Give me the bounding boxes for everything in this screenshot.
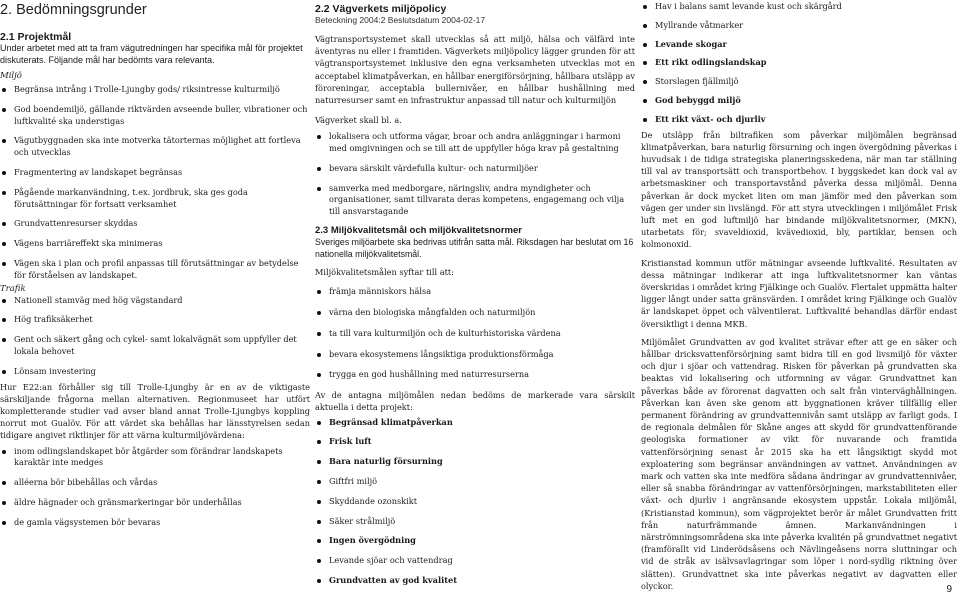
luftkvalite-paragraph: Kristianstad kommun utför mätningar avseende luftkvalité. Resultaten av dessa mätningar indikerar att inga luftkvalitetsnormer kan väntas överskridas i området kring Fjälkinge och Gualöv. Flertalet uppmätta halter ligger långt under satta gränsvärden. I området kring Fjälkinge och Gualöv är landskapet öppet och välventilerat. Luftkvalité behandlas därför endast översiktligt i denna MKB. (641, 257, 957, 329)
list-item: Vägens barriäreffekt ska minimeras (0, 238, 310, 250)
policy-paragraph: Vägtransportsystemet skall utvecklas så att miljö, hälsa och välfärd inte äventyras nu eller i framtiden. Vägverkets miljöpolicy lägger grunden för att vägtransportsystemet inklusive den egna verksamheten utvecklas mot en acceptabel klimatpåverkan, en hållbar energiförsörjning, hållbara utsläpp av föroreningar, acceptabla bullernivåer, en hållbar hushållning med naturresurser samt en infrastruktur anpassad till natur och kulturmiljön (315, 34, 635, 106)
list-item: de gamla vägsystemen bör bevaras (0, 517, 310, 529)
list-item: Säker strålmiljö (315, 516, 635, 528)
list-item: ta till vara kulturmiljön och de kulturhistoriska värdena (315, 328, 635, 340)
list-item: inom odlingslandskapet bör åtgärder som förändrar landskapets karaktär inte medges (0, 446, 310, 470)
list-item: Vägutbyggnaden ska inte motverka tätorternas möjlighet att fortleva och utvecklas (0, 135, 310, 159)
e22-paragraph: Hur E22:an förhåller sig till Trolle-Ljungby är en av de viktigaste särskiljande frågorna mellan alternativen. Regionmuseet har utfört kompletterande studier vad avser bland annat Trolle-Ljungbys koppling norrut mot Gualöv. För att värdet ska behållas har länsstyrelsen sedan tidigare angivet riktlinjer för att värna kulturmiljövärdena: (0, 381, 310, 441)
list-item: Lönsam investering (0, 366, 310, 378)
trafik-label: Trafik (0, 283, 26, 294)
mkm-syftar: Miljökvalitetsmålen syftar till att: (315, 267, 454, 277)
mkm-list (315, 286, 635, 381)
list-item: Gent och säkert gång och cykel- samt lokalvägnät som uppfyller det lokala behovet (0, 334, 310, 358)
list-item: God boendemiljö, gällande riktvärden avseende buller, vibrationer och luftkvalité ska understigas (0, 104, 310, 128)
trafik-list (0, 295, 310, 378)
list-item: Hav i balans samt levande kust och skärgård (641, 1, 957, 13)
page-number: 9 (946, 584, 952, 595)
list-item: Fragmentering av landskapet begränsas (0, 167, 310, 179)
column-middle (315, 0, 635, 587)
list-item: främja människors hälsa (315, 286, 635, 298)
column-left (0, 0, 310, 529)
list-item: värna den biologiska mångfalden och naturmiljön (315, 307, 635, 319)
list-item: trygga en god hushållning med naturresurserna (315, 369, 635, 381)
subtitle-miljopolicy: 2.2 Vägverkets miljöpolicy (315, 3, 447, 15)
list-item: Levande skogar (641, 39, 957, 51)
list-item: Levande sjöar och vattendrag (315, 555, 635, 567)
section-title: 2. Bedömningsgrunder (0, 2, 147, 18)
list-item: Storslagen fjällmiljö (641, 76, 957, 88)
list-item: Grundvattenresurser skyddas (0, 218, 310, 230)
list-item: Bara naturlig försurning (315, 456, 635, 468)
intro-paragraph: Under arbetet med att ta fram vägutredningen har specifika mål för projektet diskuterats. Följande mål har bedömts vara relevanta. (0, 43, 303, 65)
policy-list (315, 131, 635, 218)
list-item: Vägen ska i plan och profil anpassas till förutsättningar av betydelse för förståelsen av landskapet. (0, 258, 310, 282)
subtitle-projektmal: 2.1 Projektmål (0, 31, 72, 43)
list-item: Begränsad klimatpåverkan (315, 417, 635, 429)
policy-designation: Beteckning 2004:2 Beslutsdatum 2004-02-17 (315, 15, 486, 25)
list-item: Hög trafiksäkerhet (0, 314, 310, 326)
list-item: samverka med medborgare, näringsliv, andra myndigheter och organisationer, samt tillvarata deras kompetens, engagemang och vilja till ansvarstagande (315, 183, 635, 218)
list-item: bevara ekosystemens långsiktiga produktionsförmåga (315, 349, 635, 361)
riktlinjer-list (0, 446, 310, 529)
list-item: Ingen övergödning (315, 535, 635, 547)
list-item: lokalisera och utforma vägar, broar och andra anläggningar i harmoni med omgivningen och se till att de uppfyller höga krav på gestaltning (315, 131, 635, 155)
list-item: Skyddande ozonskikt (315, 496, 635, 508)
column-right (641, 0, 957, 592)
list-item: Giftfri miljö (315, 476, 635, 488)
grundvatten-paragraph: Miljömålet Grundvatten av god kvalitet strävar efter att ge en säker och hållbar dricksvattenförsörjning samt bidra till en god livsmiljö för växter och djur i sjöar och vattendrag. Risken för påverkan på grundvatten ska beaktas vid lokalisering och utformning av vägar. Grundvattnet kan påverkas både av förorenat dagvatten och salt från vinterväghållningen. Påverkan kan även ske genom att byggnationen kräver tillfällig eller permanent förändring av grundvattennivån samt utsläpp av farligt gods. I de regionala delmålen för Skåne anges att skydd för grundvattenförande geologiska formationer av vikt för nuvarande och framtida vattenförsörjning senast år 2015 ska ha ett långsiktigt skydd mot exploatering som begränsar användningen av vattnet. Användningen av mark och vatten ska inte medföra sådana ändringar av grundvattennivåer, eller så snabba förändringar av vattenförsörjningen, markstabiliteten eller växt- och djurliv i angränsande ekosystem uppstår. Lokala miljömål, (Kristianstad kommun), som vägprojektet berör är målet Grundvatten fritt från naturfrämmande ämnen. Markanvändningen i närströmningsområdena ska inte påverka kvalitén på grundvattnet negativt (framförallt vid Linderödsåsens och Nävlingeåsens norra sluttningar och vid de stråk av isälvsavlagringar som löper i nord-sydlig riktning över slätten). Grundvattnet ska inte påverkas negativt av dagvatten eller olyckor. (641, 336, 957, 591)
list-item: Begränsa intrång i Trolle-Ljungby gods/ riksintresse kulturmiljö (0, 84, 310, 96)
list-item: Pågående markanvändning, t.ex. jordbruk, ska ges goda förutsättningar för fortsatt verksamhet (0, 187, 310, 211)
miljo-label: Miljö (0, 71, 22, 81)
list-item: alléerna bör bibehållas och vårdas (0, 477, 310, 489)
utslapp-paragraph: De utsläpp från biltrafiken som påverkar miljömålen begränsad klimatpåverkan, bara naturlig försurning och ingen övergödning påverkas i huvudsak i de tidiga strategiska planeringsskedena, när man tar ställning till val av transportsätt och transportbehov. I byggskedet kan dock val av arbetsmaskiner och transportavstånd påverka dessa miljömål. Denna påverkan är dock mycket liten om man jämför med den påverkan som vägen ger under sin livslängd. För att styra utvecklingen i miljömålet Frisk luft met en god luftmiljö har bindande miljökvalitetsnormer, (MKN), utarbetats för; svaveldioxid, kvävedioxid, bly, partiklar, bensen och kolmonoxid. (641, 129, 957, 250)
list-item: äldre hägnader och gränsmarkeringar bör underhållas (0, 497, 310, 509)
subtitle-miljokvalitetsmal: 2.3 Miljökvalitetsmål och miljökvalitetsnormer (315, 225, 522, 236)
miljo-list (0, 84, 310, 282)
mkm-intro: Sveriges miljöarbete ska bedrivas utifrån satta mål. Riksdagen har beslutat om 16 nationella miljökvalitetsmål. (315, 237, 634, 259)
list-item: Ett rikt odlingslandskap (641, 57, 957, 69)
miljomal-list (315, 417, 635, 587)
list-item: Nationell stamväg med hög vägstandard (0, 295, 310, 307)
antagna-paragraph: Av de antagna miljömålen nedan bedöms de markerade vara särskilt aktuella i detta projekt: (315, 390, 635, 413)
list-item: Myllrande våtmarker (641, 20, 957, 32)
list-item: Grundvatten av god kvalitet (315, 575, 635, 587)
list-item: Ett rikt växt- och djurliv (641, 114, 957, 126)
list-item: bevara särskilt värdefulla kultur- och naturmiljöer (315, 163, 635, 175)
miljomal-list-continued (641, 1, 957, 126)
list-item: God bebyggd miljö (641, 95, 957, 107)
list-item: Frisk luft (315, 436, 635, 448)
vagverket-skall: Vägverket skall bl. a. (315, 115, 402, 126)
